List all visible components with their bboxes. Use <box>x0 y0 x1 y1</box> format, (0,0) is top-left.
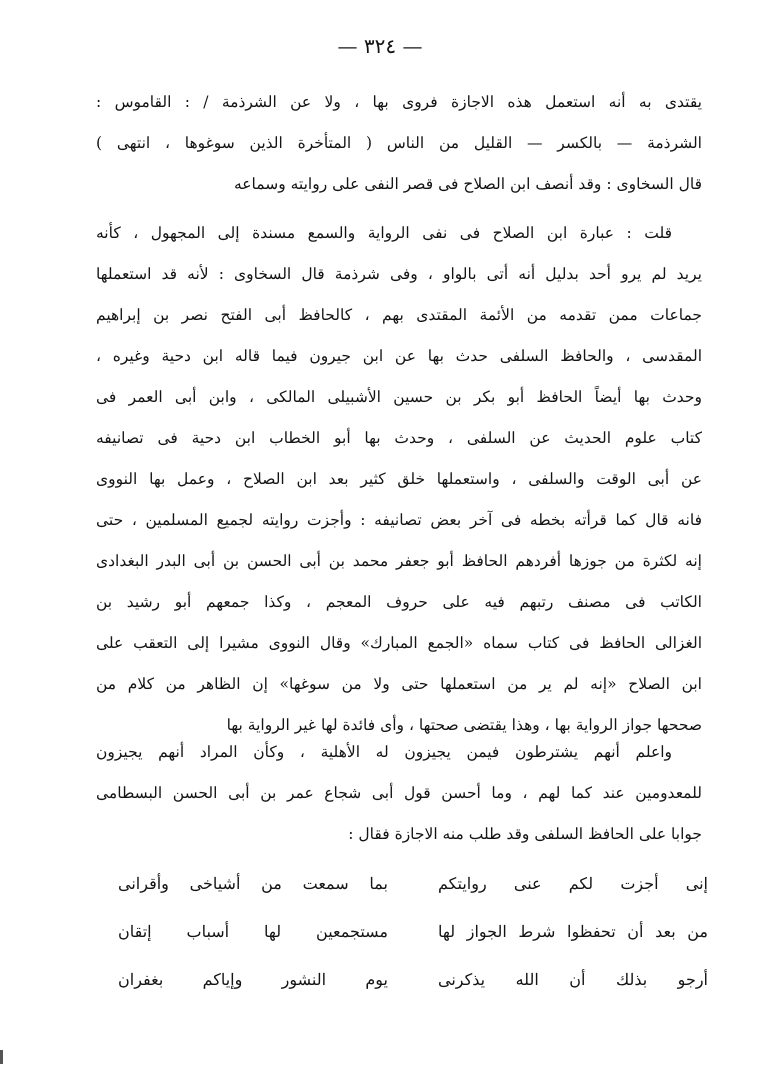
text-line: عن أبى الوقت والسلفى ، واستعملها خلق كثير بعد ابن الصلاح ، وعمل بها النووى <box>96 470 702 488</box>
text-line: إنه لكثرة من جوزها أفردهم الحافظ أبو جعفر محمد بن أبى الحسن بن أبى البدر البغدادى <box>96 552 702 570</box>
text-line: قال السخاوى : وقد أنصف ابن الصلاح فى قصر النفى على روايته وسماعه <box>233 175 702 193</box>
text-line: فانه قال كما قرأته بخطه فى آخر بعض تصانيفه : وأجزت روايته لجميع المسلمين ، حتى <box>96 511 702 529</box>
text-line: يقتدى به أنه استعمل هذه الاجازة فروى بها ، ولا عن الشرذمة / : القاموس : <box>96 93 702 111</box>
text-line: الشرذمة — بالكسر — القليل من الناس ( المتأخرة الذين سوغوها ، انتهى ) <box>96 134 702 152</box>
text-line: ابن الصلاح «إنه لم ير من استعملها حتى ولا من سوغها» إن الظاهر من كلام من <box>96 675 702 693</box>
text-line: جوابا على الحافظ السلفى وقد طلب منه الاجازة فقال : <box>348 825 702 843</box>
poem-verses <box>118 860 708 1004</box>
paragraph-quote-qamus <box>96 82 702 205</box>
text-line: صححها جواز الرواية بها ، وهذا يقتضى صحتها ، وأى فائدة لها غير الرواية بها <box>226 716 702 734</box>
text-line: الكاتب فى مصنف رتبهم فيه على حروف المعجم ، وكذا جمعهم أبو رشيد بن <box>96 593 702 611</box>
text-line: جماعات ممن تقدمه من الأئمة المقتدى بهم ، كالحافظ أبى الفتح نصر بن إبراهيم <box>96 306 702 324</box>
paragraph-conditions <box>96 732 702 855</box>
verse-first-hemistich: إنى أجزت لكم عنى روايتكم <box>438 874 708 893</box>
verse <box>118 956 708 1004</box>
verse <box>118 908 708 956</box>
verse-second-hemistich: يوم النشور وإياكم بغفران <box>118 970 388 989</box>
verse-first-hemistich: من بعد أن تحفظوا شرط الجواز لها <box>438 922 708 941</box>
verse-first-hemistich: أرجو بذلك أن الله يذكرنى <box>438 970 708 989</box>
text-line: المقدسى ، والحافظ السلفى حدث بها عن ابن جيرون فيما قاله ابن دحية وغيره ، <box>96 347 702 365</box>
verse-second-hemistich: مستجمعين لها أسباب إتقان <box>118 922 388 941</box>
text-line: قلت : عبارة ابن الصلاح فى نفى الرواية والسمع مسندة إلى المجهول ، كأنه <box>96 224 672 242</box>
text-line: يريد لم يرو أحد بدليل أنه أتى بالواو ، وفى شرذمة قال السخاوى : لأنه قد استعملها <box>96 265 702 283</box>
page-number: — ٣٢٤ — <box>337 34 423 58</box>
verse-second-hemistich: بما سمعت من أشياخى وأقرانى <box>118 874 388 893</box>
text-line: للمعدومين عند كما لهم ، وما أحسن قول أبى شجاع عمر بن أبى الحسن البسطامى <box>96 784 702 802</box>
page-edge-mark <box>0 1050 3 1064</box>
text-line: وحدث بها أيضاً الحافظ أبو بكر بن حسين الأشبيلى المالكى ، وابن أبى العمر فى <box>96 388 702 406</box>
text-line: الغزالى الحافظ فى كتاب سماه «الجمع المبارك» وقال النووى مشيرا إلى التعقب على <box>96 634 702 652</box>
verse <box>118 860 708 908</box>
text-line: واعلم أنهم يشترطون فيمن يجيزون له الأهلية ، وكأن المراد أنهم يجيزون <box>96 743 672 761</box>
text-line: كتاب علوم الحديث عن السلفى ، وحدث بها أبو الخطاب ابن دحية فى تصانيفه <box>96 429 702 447</box>
paragraph-commentary <box>96 213 702 746</box>
